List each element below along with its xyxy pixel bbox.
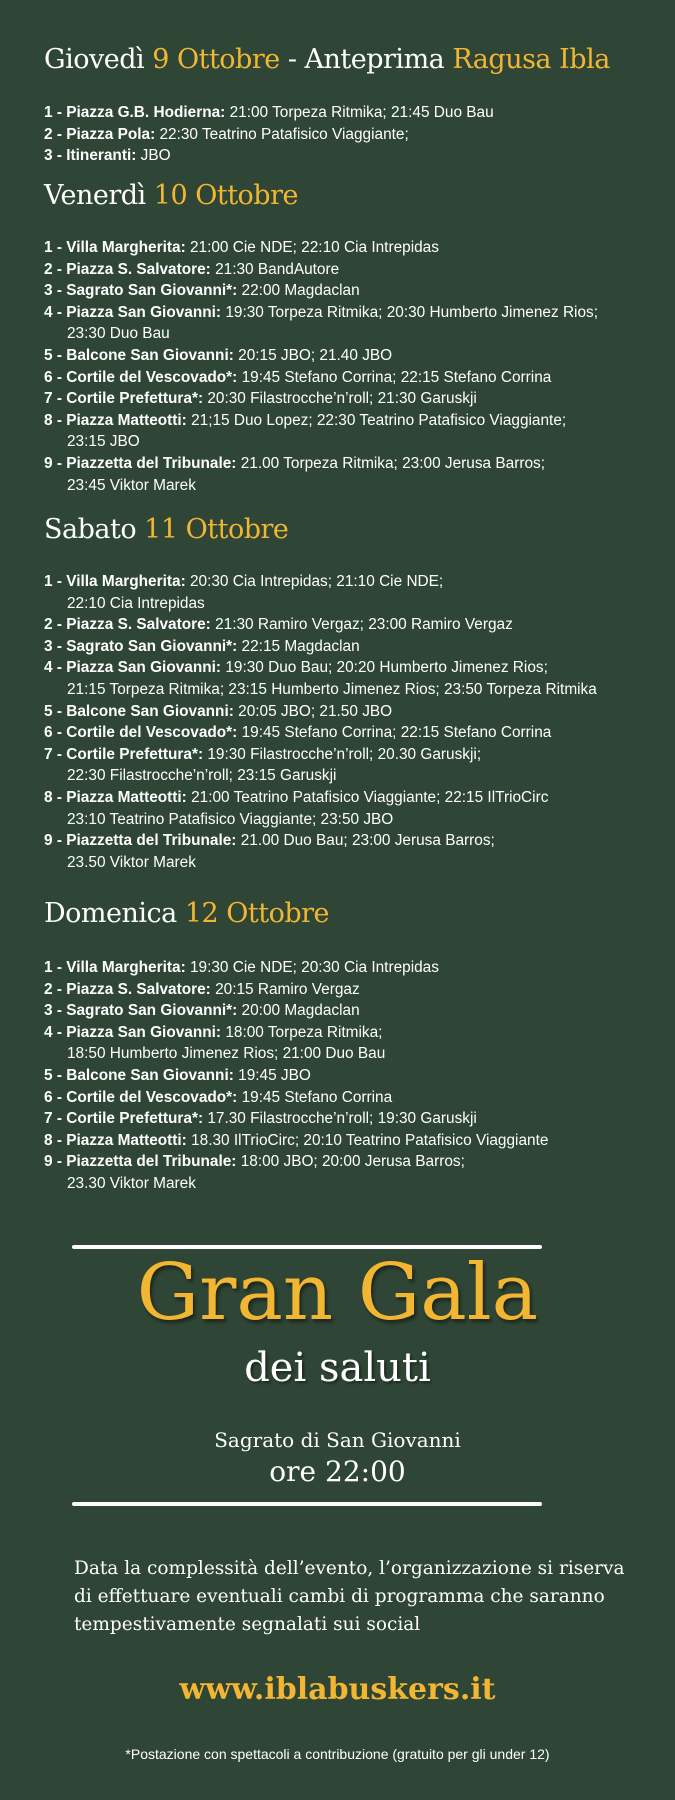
list-item [44,280,655,302]
list-item [44,1151,655,1194]
list-item [44,744,655,787]
list-item [44,388,655,410]
list-item [44,701,655,723]
list-item [44,345,655,367]
list-item [44,1108,655,1130]
location-label: 7 - Cortile Prefettura*: [44,745,204,763]
list-item [44,302,655,345]
location-label: 7 - Cortile Prefettura*: [44,1110,204,1128]
day-name: Giovedì [44,44,153,75]
location-label: 3 - Sagrato San Giovanni*: [44,282,238,300]
list-item [44,614,655,636]
performances: 21:00 Teatrino Patafisico Viaggiante; 22:15 IlTrioCirc [186,788,549,806]
location-label: 9 - Piazzetta del Tribunale: [44,454,237,472]
performances: 20:15 Ramiro Vergaz [210,980,360,998]
performances: 19:30 Filastrocche’n’roll; 20.30 Garuskji; [203,745,482,763]
list-item [44,1022,655,1065]
disclaimer-text: Data la complessità dell’evento, l’organizzazione si riserva di effettuare eventuali cambi di programma che saranno tempestivamente segnalati sui social [74,1558,625,1635]
day-subtitle: - Anteprima [279,44,453,75]
performances: 21:30 BandAutore [210,260,340,278]
list-item [44,259,655,281]
performances: 19:45 Stefano Corrina [237,1088,393,1106]
location-label: 5 - Balcone San Giovanni: [44,1066,234,1084]
list-item [44,571,655,614]
location-label: 4 - Piazza San Giovanni: [44,303,222,321]
performances-continued: 23:10 Teatrino Patafisico Viaggiante; 23:50 JBO [67,810,394,828]
performances: 18:00 JBO; 20:00 Jerusa Barros; [236,1153,465,1171]
list-item [44,636,655,658]
location-label: 6 - Cortile del Vescovado*: [44,1088,238,1106]
location-label: 7 - Cortile Prefettura*: [44,390,204,408]
website-link[interactable]: www.iblabuskers.it [179,1672,496,1707]
day-heading-domenica [44,898,329,929]
list-item [44,979,655,1001]
day-name: Domenica [44,898,185,929]
gala-time: ore 22:00 [269,1455,406,1488]
performances: 22:30 Teatrino Patafisico Viaggiante; [155,125,409,143]
day-place: Ragusa Ibla [452,44,610,75]
list-item [44,1130,655,1152]
location-label: 8 - Piazza Matteotti: [44,411,187,429]
performances-continued: 22:30 Filastrocche’n’roll; 23:15 Garuskji [67,767,337,785]
performances: 19:45 Stefano Corrina; 22:15 Stefano Corrina [237,368,552,386]
location-label: 6 - Cortile del Vescovado*: [44,368,238,386]
location-label: 1 - Villa Margherita: [44,959,186,976]
bottom-divider [72,1502,542,1506]
schedule-list-domenica [44,957,655,1195]
day-date: 10 Ottobre [153,180,298,211]
performances: 19:30 Torpeza Ritmika; 20:30 Humberto Jimenez Rios; [221,303,599,321]
performances: 20:00 Magdaclan [237,1002,360,1020]
location-label: 4 - Piazza San Giovanni: [44,659,222,677]
location-label: 6 - Cortile del Vescovado*: [44,724,238,742]
list-item [44,830,655,873]
location-label: 5 - Balcone San Giovanni: [44,702,234,720]
performances: 21:00 Cie NDE; 22:10 Cia Intrepidas [185,239,439,256]
performances-continued: 23.50 Viktor Marek [67,853,196,871]
list-item [44,102,655,124]
location-label: 4 - Piazza San Giovanni: [44,1023,222,1041]
list-item [44,124,655,146]
day-name: Venerdì [44,180,154,211]
list-item [44,957,655,979]
location-label: 5 - Balcone San Giovanni: [44,346,234,364]
location-label: 2 - Piazza Pola: [44,125,156,143]
list-item [44,237,655,259]
list-item [44,453,655,496]
location-label: 8 - Piazza Matteotti: [44,788,187,806]
performances: 21.00 Torpeza Ritmika; 23:00 Jerusa Barros; [236,454,545,472]
performances: 20:05 JBO; 21.50 JBO [233,702,393,720]
performances: 19:30 Cie NDE; 20:30 Cia Intrepidas [185,959,439,976]
location-label: 9 - Piazzetta del Tribunale: [44,832,237,850]
performances-continued: 18:50 Humberto Jimenez Rios; 21:00 Duo Bau [67,1045,386,1063]
location-label: 3 - Itineranti: [44,147,137,165]
performances-continued: 22:10 Cia Intrepidas [67,594,205,612]
list-item [44,1087,655,1109]
location-label: 3 - Sagrato San Giovanni*: [44,1002,238,1020]
performances: 20:15 JBO; 21.40 JBO [233,346,393,364]
location-label: 1 - Piazza G.B. Hodierna: [44,104,226,121]
schedule-list-giovedi [44,102,655,167]
schedule-list-venerdi [44,237,655,496]
performances: 22:15 Magdaclan [237,637,360,655]
location-label: 2 - Piazza S. Salvatore: [44,260,211,278]
day-date: 11 Ottobre [144,514,289,545]
performances: JBO [136,147,171,165]
location-label: 2 - Piazza S. Salvatore: [44,616,211,634]
location-label: 3 - Sagrato San Giovanni*: [44,637,238,655]
location-label: 9 - Piazzetta del Tribunale: [44,1153,237,1171]
performances: 17.30 Filastrocche’n’roll; 19:30 Garuskji [203,1110,477,1128]
gala-title: Gran Gala [136,1248,539,1338]
day-heading-sabato [44,514,288,545]
day-date: 9 Ottobre [152,44,280,75]
performances: 18:00 Torpeza Ritmika; [221,1023,383,1041]
performances-continued: 23:15 JBO [67,433,140,451]
performances-continued: 23:45 Viktor Marek [67,476,196,494]
schedule-list-sabato [44,571,655,873]
location-label: 8 - Piazza Matteotti: [44,1131,187,1149]
list-item [44,410,655,453]
performances: 19:30 Duo Bau; 20:20 Humberto Jimenez Rios; [221,659,548,677]
footnote: *Postazione con spettacoli a contribuzione (gratuito per gli under 12) [125,1746,550,1762]
day-heading-giovedi [44,44,610,75]
performances: 19:45 JBO [233,1066,311,1084]
day-heading-venerdi [44,180,298,211]
performances: 22:00 Magdaclan [237,282,360,300]
performances-continued: 23:30 Duo Bau [67,325,170,343]
day-date: 12 Ottobre [184,898,330,929]
performances: 21;15 Duo Lopez; 22:30 Teatrino Patafisico Viaggiante; [186,411,567,429]
list-item [44,657,655,700]
day-name: Sabato [44,514,145,545]
performances-continued: 21:15 Torpeza Ritmika; 23:15 Humberto Jimenez Rios; 23:50 Torpeza Ritmika [67,680,597,698]
performances-continued: 23.30 Viktor Marek [67,1174,196,1192]
list-item [44,367,655,389]
list-item [44,1000,655,1022]
list-item [44,145,655,167]
performances: 19:45 Stefano Corrina; 22:15 Stefano Corrina [237,724,552,742]
performances: 18.30 IlTrioCirc; 20:10 Teatrino Patafisico Viaggiante [186,1131,549,1149]
performances: 21:00 Torpeza Ritmika; 21:45 Duo Bau [225,104,494,121]
performances: 20:30 Filastrocche’n’roll; 21:30 Garuskji [203,390,477,408]
location-label: 2 - Piazza S. Salvatore: [44,980,211,998]
location-label: 1 - Villa Margherita: [44,239,186,256]
gala-subtitle: dei saluti [244,1345,431,1391]
list-item [44,722,655,744]
performances: 21:30 Ramiro Vergaz; 23:00 Ramiro Vergaz [210,616,513,634]
performances: 20:30 Cia Intrepidas; 21:10 Cie NDE; [185,573,444,590]
list-item [44,1065,655,1087]
list-item [44,787,655,830]
performances: 21.00 Duo Bau; 23:00 Jerusa Barros; [236,832,495,850]
gala-place: Sagrato di San Giovanni [214,1428,461,1452]
location-label: 1 - Villa Margherita: [44,573,186,590]
